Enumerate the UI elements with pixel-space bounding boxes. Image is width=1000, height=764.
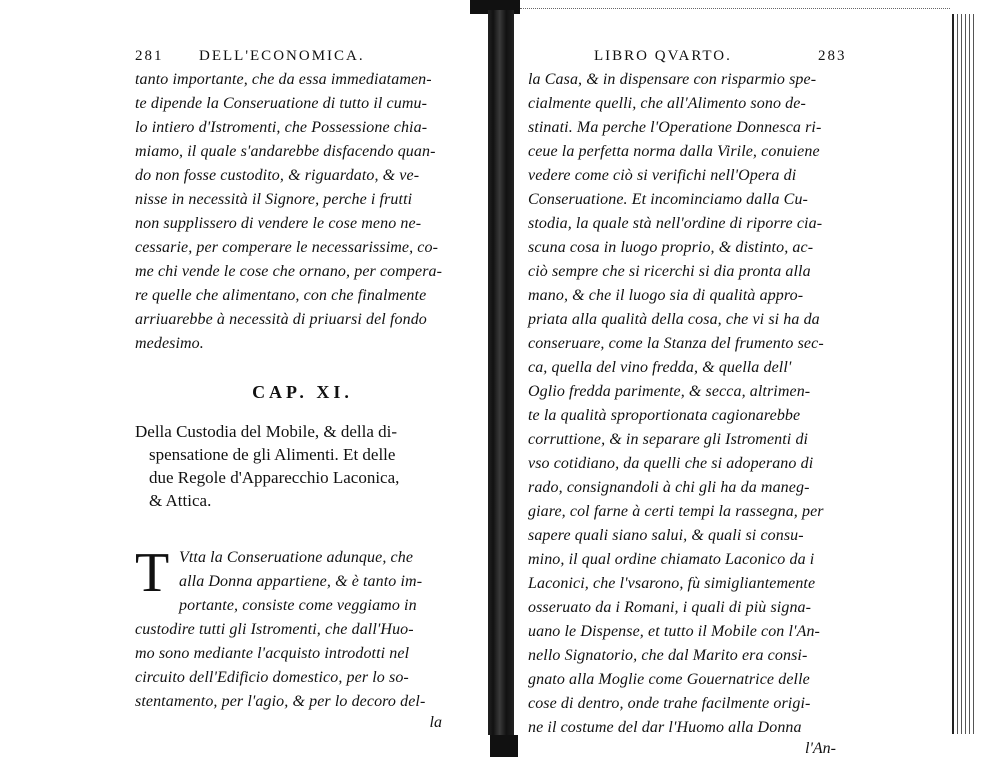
text-line: ca, quella del vino fredda, & quella dell' <box>528 359 792 376</box>
running-head-right <box>528 48 858 68</box>
text-line: uano le Dispense, et tutto il Mobile con l'An- <box>528 623 820 640</box>
text-block-top <box>135 68 470 356</box>
text-line: stinati. Ma perche l'Operatione Donnesca ri- <box>528 119 822 136</box>
text-line: scuna cosa in luogo proprio, & distinto, ac- <box>528 239 814 256</box>
text-line: tanto importante, che da essa immediatamen- <box>135 71 432 88</box>
text-line: sapere quali siano salui, & quali si consu- <box>528 527 804 544</box>
text-line: portante, consiste come veggiamo in <box>179 597 417 614</box>
scan-edge-top <box>520 8 950 11</box>
text-line: giare, col farne à certi tempi la rassegna, per <box>528 503 824 520</box>
text-line: osseruato da i Romani, i quali di più signa- <box>528 599 812 616</box>
right-page <box>528 48 858 764</box>
text-line: cialmente quelli, che all'Alimento sono de- <box>528 95 806 112</box>
text-line: rado, consignandoli à chi gli ha da maneg- <box>528 479 810 496</box>
text-line: Oglio fredda parimente, & secca, altrimen- <box>528 383 811 400</box>
text-line: la Casa, & in dispensare con risparmio spe- <box>528 71 817 88</box>
chapter-body <box>135 542 470 738</box>
text-line: mano, & che il luogo sia di qualità appro- <box>528 287 804 304</box>
text-line: mino, il qual ordine chiamato Laconico da i <box>528 551 815 568</box>
chapter-title-line: & Attica. <box>149 491 212 510</box>
text-line: medesimo. <box>135 335 204 352</box>
chapter-title-line: Della Custodia del Mobile, & della di- <box>135 422 398 441</box>
text-line: arriuarebbe à necessità di priuarsi del fondo <box>135 311 427 328</box>
text-line: ciò sempre che si ricerchi si dia pronta alla <box>528 263 811 280</box>
text-line: Vtta la Conseruatione adunque, che <box>179 549 414 566</box>
text-line: vedere come ciò si verifichi nell'Opera di <box>528 167 797 184</box>
text-line: ne il costume del dar l'Huomo alla Donna <box>528 719 802 736</box>
text-line: gnato alla Moglie come Gouernatrice delle <box>528 671 810 688</box>
book-gutter <box>488 10 514 735</box>
drop-capital: T <box>135 542 170 604</box>
page-edges <box>952 14 976 734</box>
running-title-left: DELL'ECONOMICA. <box>199 48 365 64</box>
text-line: me chi vende le cose che ornano, per compera- <box>135 263 443 280</box>
text-line: stentamento, per l'agio, & per lo decoro del- <box>135 693 426 710</box>
text-line: priata alla qualità della cosa, che vi si ha da <box>528 311 820 328</box>
page-number-left: 281 <box>135 48 164 64</box>
catchword-right: l'An- <box>805 740 836 757</box>
text-line: nello Signatorio, che dal Marito era consi- <box>528 647 808 664</box>
text-line: te dipende la Conseruatione di tutto il cumu- <box>135 95 428 112</box>
text-line: conseruare, come la Stanza del frumento sec- <box>528 335 824 352</box>
text-line: mo sono mediante l'acquisto introdotti nel <box>135 645 410 662</box>
binding-bottom <box>490 735 518 757</box>
text-line: nisse in necessità il Signore, perche i frutti <box>135 191 413 208</box>
text-line: alla Donna appartiene, & è tanto im- <box>179 573 423 590</box>
catchword-left: la <box>429 714 442 731</box>
text-line: do non fosse custodito, & riguardato, & ve- <box>135 167 420 184</box>
text-line: vso cotidiano, da quelli che si adoperano di <box>528 455 814 472</box>
text-line: ceue la perfetta norma dalla Virile, conuiene <box>528 143 820 160</box>
text-line: cose di dentro, onde trahe facilmente origi- <box>528 695 811 712</box>
chapter-title-line: spensatione de gli Alimenti. Et delle <box>149 445 396 464</box>
text-line: stodia, la quale stà nell'ordine di riporre cia- <box>528 215 823 232</box>
text-line: lo intiero d'Istromenti, che Possessione chia- <box>135 119 428 136</box>
text-line: Laconici, che l'vsarono, fù simigliantemente <box>528 575 816 592</box>
left-page <box>135 48 470 738</box>
running-head-left <box>135 48 470 68</box>
text-block <box>528 68 858 740</box>
chapter-title <box>135 420 470 512</box>
text-line: re quelle che alimentano, con che finalmente <box>135 287 427 304</box>
chapter-heading: CAP. XI. <box>252 382 353 402</box>
text-line: circuito dell'Edificio domestico, per lo so- <box>135 669 409 686</box>
text-line: corruttione, & in separare gli Istromenti di <box>528 431 809 448</box>
page-number-right: 283 <box>818 48 847 64</box>
text-line: non supplissero di vendere le cose meno ne- <box>135 215 422 232</box>
text-line: cessarie, per comperare le necessarissime, co- <box>135 239 439 256</box>
text-line: miamo, il quale s'andarebbe disfacendo quan- <box>135 143 436 160</box>
running-title-right: LIBRO QVARTO. <box>594 48 732 64</box>
text-line: custodire tutti gli Istromenti, che dall'Huo- <box>135 621 414 638</box>
text-line: te la qualità sproportionata cagionarebbe <box>528 407 801 424</box>
text-line: Conseruatione. Et incominciamo dalla Cu- <box>528 191 808 208</box>
chapter-title-line: due Regole d'Apparecchio Laconica, <box>149 468 400 487</box>
